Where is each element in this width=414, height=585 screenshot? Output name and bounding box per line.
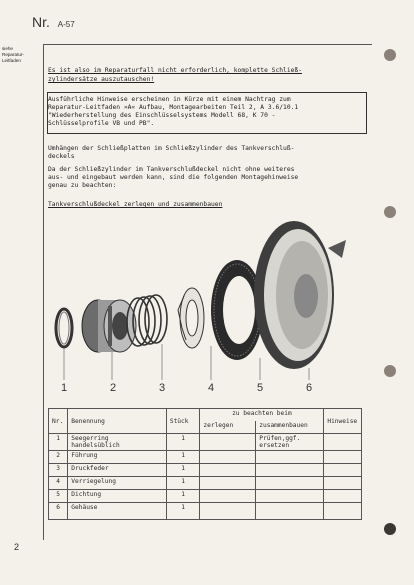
row-nr: 6	[49, 503, 68, 520]
punch-hole	[384, 49, 396, 61]
section-heading: Umhängen der Schließplatten im Schließzylinder des Tankverschluß-	[48, 145, 295, 152]
col-header-benennung: Benennung	[68, 409, 167, 434]
table-row	[49, 464, 362, 477]
row-hinweise	[324, 464, 362, 477]
intro-line: Es ist also im Reparaturfall nicht erforderlich, komplette Schließ-	[48, 67, 303, 74]
row-nr: 4	[49, 477, 68, 490]
table-row	[49, 503, 362, 520]
nr-value: A-57	[57, 20, 75, 29]
part-number: 5	[257, 382, 264, 394]
subheading: Tankverschlußdeckel zerlegen und zusammenbauen	[48, 201, 223, 208]
part-1-circlip	[56, 309, 72, 347]
notice-line: "Wiederherstellung des Einschlüsselsystems Modell 68, K 70 -	[48, 112, 276, 119]
table-header-row	[49, 409, 362, 422]
row-zerlegen	[200, 451, 256, 464]
row-zusammenbauen	[256, 451, 324, 464]
part-number: 1	[61, 382, 68, 394]
table-row	[49, 434, 362, 451]
row-hinweise	[324, 434, 362, 451]
row-qty: 1	[166, 464, 200, 477]
punch-hole	[384, 523, 396, 535]
page-number: 2	[14, 542, 20, 552]
punch-hole	[384, 206, 396, 218]
row-zusammenbauen-line: ersetzen	[259, 442, 290, 449]
sidebar-note-line: siehe	[2, 46, 13, 51]
row-qty: 1	[166, 477, 200, 490]
notice-line: Reparatur-Leitfaden »A« Aufbau, Montagearbeiten Teil 2, A 3.6/10.1	[48, 104, 299, 111]
row-name	[68, 434, 167, 451]
col-header-hinweise: Hinweise	[324, 409, 362, 434]
row-nr: 3	[49, 464, 68, 477]
row-hinweise	[324, 490, 362, 503]
part-number-row	[0, 382, 414, 396]
row-zusammenbauen	[256, 503, 324, 520]
row-nr: 2	[49, 451, 68, 464]
row-qty: 1	[166, 490, 200, 503]
row-hinweise	[324, 451, 362, 464]
row-zusammenbauen	[256, 464, 324, 477]
table-row	[49, 451, 362, 464]
row-qty: 1	[166, 434, 200, 451]
row-zerlegen	[200, 503, 256, 520]
part-number: 3	[159, 382, 166, 394]
table-row	[49, 477, 362, 490]
row-zusammenbauen	[256, 477, 324, 490]
row-name-line: handelsüblich	[71, 442, 120, 449]
row-name: Druckfeder	[68, 464, 167, 477]
row-zerlegen	[200, 477, 256, 490]
section-text: genau zu beachten:	[48, 182, 117, 189]
row-name: Gehäuse	[68, 503, 167, 520]
document-number	[32, 14, 75, 30]
row-zusammenbauen	[256, 434, 324, 451]
row-nr: 5	[49, 490, 68, 503]
row-hinweise	[324, 503, 362, 520]
notice-line: Schlüsselprofile VB und PB".	[48, 120, 155, 127]
row-name: Führung	[68, 451, 167, 464]
notice-line: Ausführliche Hinweise erscheinen in Kürze mit einem Nachtrag zum	[48, 96, 291, 103]
punch-hole	[384, 365, 396, 377]
row-zerlegen	[200, 434, 256, 451]
col-header-stueck: Stück	[166, 409, 200, 434]
table-row	[49, 490, 362, 503]
row-zusammenbauen-line: Prüfen,ggf.	[259, 435, 301, 442]
sidebar-note	[2, 46, 44, 64]
sidebar-note-line: Reparatur-	[2, 52, 24, 57]
part-number: 2	[110, 382, 117, 394]
col-header-zusammenbauen: zusammenbauen	[256, 421, 324, 434]
col-header-zerlegen: zerlegen	[200, 421, 256, 434]
row-qty: 1	[166, 503, 200, 520]
nr-label: Nr.	[32, 14, 50, 30]
section-text: Da der Schließzylinder im Tankverschlußdeckel nicht ohne weiteres	[48, 166, 295, 173]
sidebar-note-line: Leitfaden	[2, 58, 21, 63]
part-4-lock	[178, 288, 204, 348]
row-zusammenbauen	[256, 490, 324, 503]
row-qty: 1	[166, 451, 200, 464]
parts-table	[48, 408, 362, 520]
intro-line: zylindersätze auszutauschen!	[48, 76, 155, 83]
exploded-view-drawing	[46, 218, 346, 380]
part-6-housing	[254, 221, 346, 369]
row-name: Dichtung	[68, 490, 167, 503]
row-name: Verriegelung	[68, 477, 167, 490]
section-heading: deckels	[48, 153, 75, 160]
row-zerlegen	[200, 490, 256, 503]
row-nr: 1	[49, 434, 68, 451]
row-name-line: Seegerring	[71, 435, 109, 442]
section-text: aus- und eingebaut werden kann, sind die folgenden Montagehinweise	[48, 174, 299, 181]
part-number: 6	[306, 382, 313, 394]
row-zerlegen	[200, 464, 256, 477]
col-header-nr: Nr.	[49, 409, 68, 434]
row-hinweise	[324, 477, 362, 490]
col-header-zu-beachten: zu beachten beim	[200, 409, 324, 422]
part-number: 4	[208, 382, 215, 394]
